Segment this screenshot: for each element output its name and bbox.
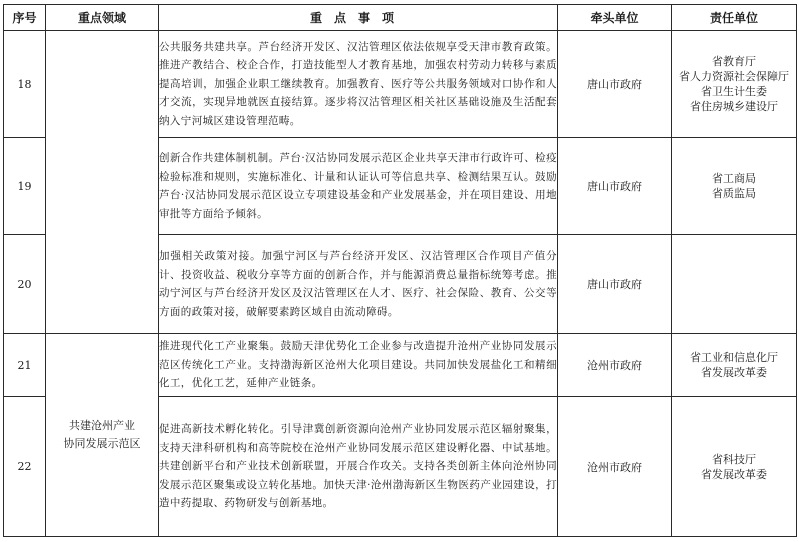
matter-text: 促进高新技术孵化转化。引导津冀创新资源向沧州产业协同发展示范区辐射聚集，支持天津科研机构和高等院校在沧州产业协同发展示范区建设孵化器、中试基地。共建创新平台和产业技术创新联盟，开展合作攻关。支持各类创新主体向沧州协同发展示范区聚集或设立转化基地。加快天津·沧州渤海新区生物医药产业园建设，打造中药提取、药物研发与创新基地。 xyxy=(159,397,558,537)
resp-unit: 省卫生计生委 xyxy=(701,85,767,98)
lead-unit: 唐山市政府 xyxy=(558,235,672,334)
matter-text: 创新合作共建体制机制。芦台·汉沽协同发展示范区企业共享天津市行政许可、检疫检验标准和规则，实施标准化、计量和认证认可等信息共享、检测结果互认。鼓励芦台·汉沽协同发展示范区设立专项建设基金和产业发展基金，并在项目建设、用地审批等方面给予倾斜。 xyxy=(159,138,558,235)
resp-unit: 省工商局 xyxy=(712,172,756,185)
row-number: 20 xyxy=(4,235,46,334)
lead-unit: 沧州市政府 xyxy=(558,397,672,537)
area-label-line: 共建沧州产业 xyxy=(69,419,135,432)
resp-units xyxy=(672,334,797,397)
resp-unit: 省教育厅 xyxy=(712,55,756,68)
resp-unit: 省人力资源社会保障厅 xyxy=(679,70,789,83)
lead-unit: 沧州市政府 xyxy=(558,334,672,397)
table-row xyxy=(4,334,797,397)
header-row xyxy=(4,5,797,31)
matter-text: 推进现代化工产业聚集。鼓励天津优势化工企业参与改造提升沧州产业协同发展示范区传统化工产业。支持渤海新区沧州大化项目建设。共同加快发展盐化工和精细化工，优化工艺，延伸产业链条。 xyxy=(159,334,558,397)
header-seq: 序号 xyxy=(4,5,46,31)
lead-unit: 唐山市政府 xyxy=(558,138,672,235)
header-lead: 牵头单位 xyxy=(558,5,672,31)
resp-unit: 省质监局 xyxy=(712,187,756,200)
row-number: 21 xyxy=(4,334,46,397)
resp-unit: 省发展改革委 xyxy=(701,366,767,379)
matter-text: 加强相关政策对接。加强宁河区与芦台经济开发区、汉沽管理区合作项目产值分计、投资收益、税收分享等方面的创新合作，并与能源消费总量指标统筹考虑。推动宁河区与芦台经济开发区及汉沽管理区在人才、医疗、社会保险、教育、公交等方面的政策对接，破解要素跨区域自由流动障碍。 xyxy=(159,235,558,334)
table-row xyxy=(4,31,797,138)
area-label-line: 协同发展示范区 xyxy=(63,437,141,450)
resp-units xyxy=(672,397,797,537)
resp-units xyxy=(672,31,797,138)
resp-unit: 省发展改革委 xyxy=(701,467,767,481)
row-number: 18 xyxy=(4,31,46,138)
area-cell xyxy=(46,334,159,537)
lead-unit: 唐山市政府 xyxy=(558,31,672,138)
row-number: 19 xyxy=(4,138,46,235)
resp-unit: 省科技厅 xyxy=(712,452,756,466)
area-cell-empty xyxy=(46,31,159,334)
header-resp: 责任单位 xyxy=(672,5,797,31)
resp-unit: 省住房城乡建设厅 xyxy=(690,100,778,113)
row-number: 22 xyxy=(4,397,46,537)
resp-units xyxy=(672,138,797,235)
header-area: 重点领域 xyxy=(46,5,159,31)
resp-unit: 省工业和信息化厅 xyxy=(690,351,778,364)
header-matter: 重点事项 xyxy=(159,5,558,31)
resp-units xyxy=(672,235,797,334)
policy-table xyxy=(3,4,797,537)
matter-text: 公共服务共建共享。芦台经济开发区、汉沽管理区依法依规享受天津市教育政策。推进产教结合、校企合作，打造技能型人才教育基地，加强农村劳动力转移与素质提高培训，加强企业职工继续教育。加强教育、医疗等公共服务领域对口协作和人才交流，实现异地就医直接结算。逐步将汉沽管理区相关社区基础设施及生活配套纳入宁河城区建设管理范畴。 xyxy=(159,31,558,138)
